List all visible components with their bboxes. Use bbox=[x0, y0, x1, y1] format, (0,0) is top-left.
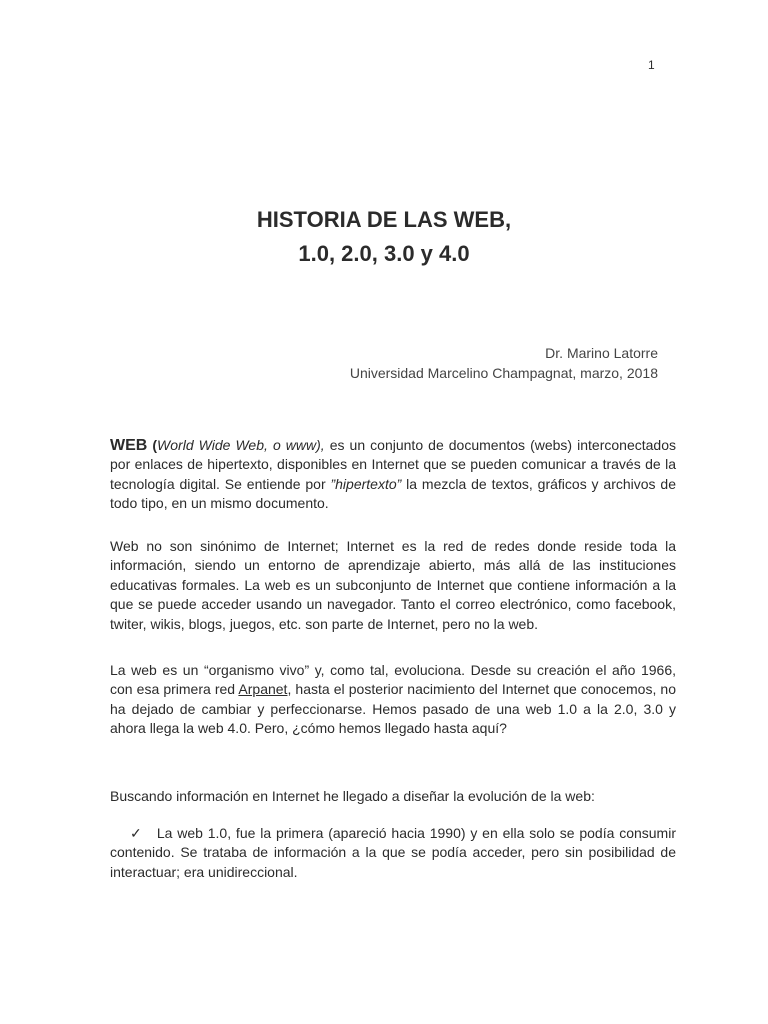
author-block bbox=[350, 343, 658, 383]
list-item-web-1 bbox=[110, 824, 676, 882]
web-term: WEB bbox=[110, 437, 148, 454]
web-term-expansion: World Wide Web, o www), bbox=[157, 437, 325, 453]
checkmark-icon: ✓ bbox=[130, 825, 142, 841]
document-title bbox=[0, 203, 768, 271]
arpanet-link[interactable]: Arpanet bbox=[238, 681, 288, 698]
paragraph-text: es un conjunto de documentos (webs) interconectados por enlaces de hipertexto, disponibles en Internet que se pueden comunicar a través de la tecnología digital. Se entiende por bbox=[110, 437, 676, 492]
paragraph-intro-list: Buscando información en Internet he llegado a diseñar la evolución de la web: bbox=[110, 788, 595, 804]
title-line-1: HISTORIA DE LAS WEB, bbox=[256, 207, 512, 232]
paragraph-web-evolution bbox=[110, 661, 676, 739]
paragraph-web-vs-internet: Web no son sinónimo de Internet; Internet es la red de redes donde reside toda la información, siendo un entorno de aprendizaje abierto, más allá de las instituciones educativas formales. La web es un subconjunto de Internet que contiene información a la que se puede acceder usando un navegador. Tanto el correo electrónico, como facebook, twiter, wikis, blogs, juegos, etc. son parte de Internet, pero no la web. bbox=[110, 538, 676, 632]
author-name: Dr. Marino Latorre bbox=[545, 345, 658, 361]
page-number: 1 bbox=[648, 58, 655, 72]
author-affiliation: Universidad Marcelino Champagnat, marzo, 2018 bbox=[349, 365, 658, 381]
hipertexto-term: ”hipertexto” bbox=[330, 475, 402, 492]
paragraph-text: la mezcla de textos, gráficos y archivos de todo tipo, en un mismo documento. bbox=[110, 475, 676, 512]
paren-open: ( bbox=[147, 437, 158, 453]
title-line-2: 1.0, 2.0, 3.0 y 4.0 bbox=[298, 241, 470, 266]
paragraph-text: , hasta el posterior nacimiento del Internet que conocemos, no ha dejado de cambiar y perfeccionarse. Hemos pasado de una web 1.0 a la 2.0, 3.0 y ahora llega la web 4.0. Pero, ¿cómo hemos llegado hasta aquí? bbox=[110, 681, 676, 737]
paragraph-web-definition bbox=[110, 436, 676, 514]
list-item-text: La web 1.0, fue la primera (apareció hacia 1990) y en ella solo se podía consumir contenido. Se trataba de información a la que se podía acceder, pero sin posibilidad de interactuar; era unidireccional. bbox=[110, 825, 676, 880]
paragraph-text: La web es un “organismo vivo” y, como tal, evoluciona. Desde su creación el año 1966, con esa primera red bbox=[110, 662, 676, 698]
